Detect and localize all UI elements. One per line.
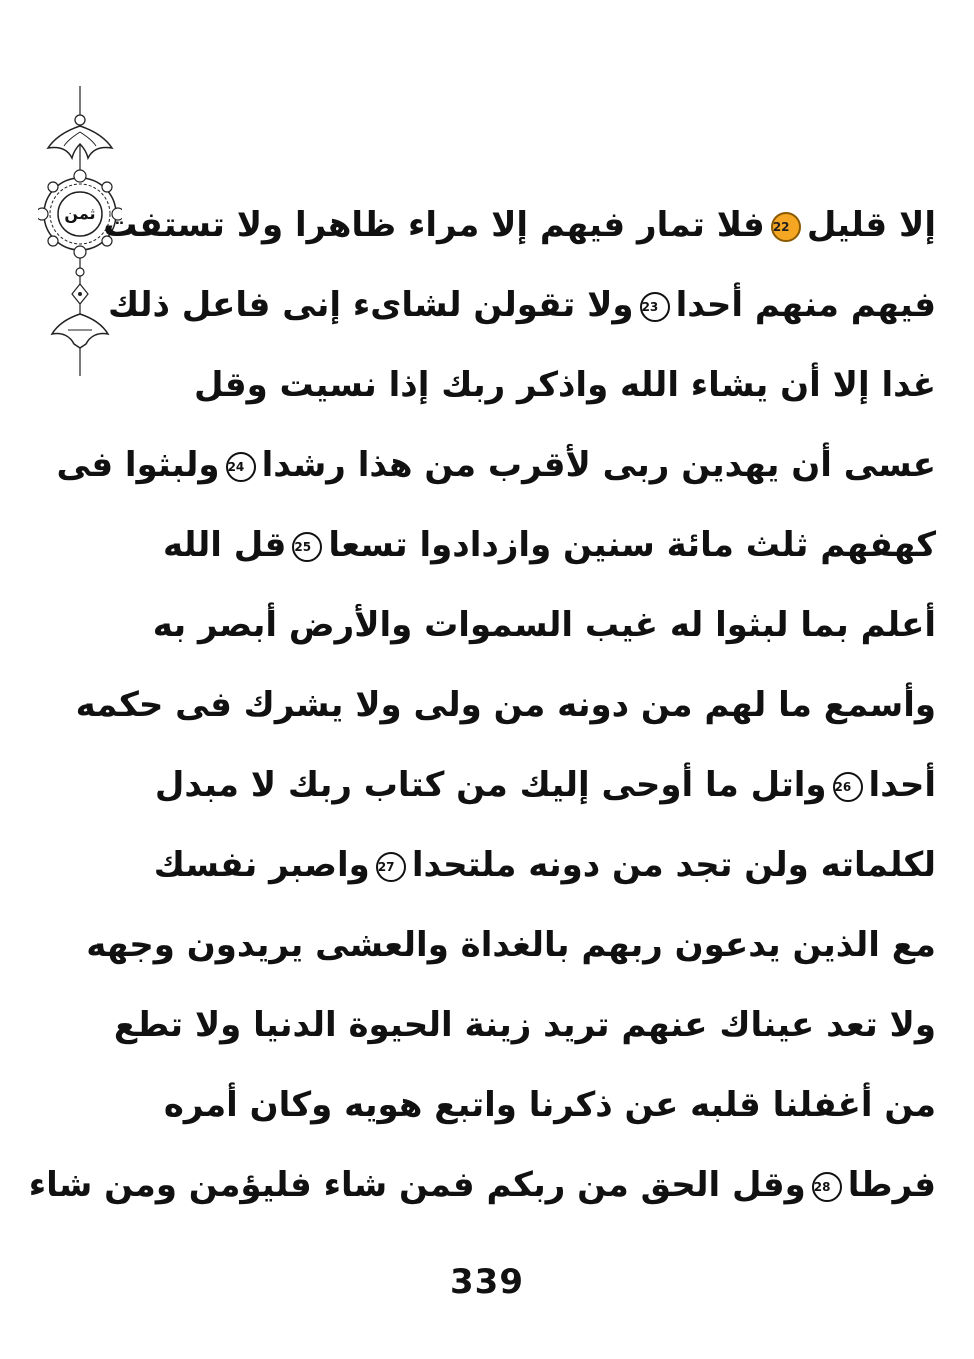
verse-text: واصبر نفسك — [153, 845, 370, 885]
verse-text: مع الذين يدعون ربهم بالغداة والعشى يريدون وجهه — [86, 925, 936, 965]
verse-text: وأسمع ما لهم من دونه من ولى ولا يشرك فى حكمه — [75, 685, 936, 725]
verse-line — [113, 996, 936, 1076]
verse-text: أحدا — [868, 765, 936, 805]
verse-line — [108, 276, 936, 356]
verse-number-marker: 25 — [292, 532, 322, 562]
verse-text: عسى أن يهدين ربى لأقرب من هذا رشدا — [261, 445, 936, 485]
verse-line — [28, 1156, 936, 1236]
verse-line — [163, 1076, 936, 1156]
verse-line — [162, 516, 936, 596]
verse-line — [86, 916, 936, 996]
verse-text: أعلم بما لبثوا له غيب السموات والأرض أبصر به — [152, 605, 936, 645]
verse-number-marker: 28 — [812, 1172, 842, 1202]
verse-number-marker: 27 — [376, 852, 406, 882]
verse-line — [152, 596, 936, 676]
verse-line — [56, 436, 936, 516]
verse-line — [153, 836, 936, 916]
verse-line — [103, 196, 936, 276]
verse-text: ولا تعد عيناك عنهم تريد زينة الحيوة الدنيا ولا تطع — [113, 1005, 936, 1045]
verse-text: قل الله — [162, 525, 287, 565]
verse-line — [154, 756, 936, 836]
verse-line — [193, 356, 936, 436]
verse-text: فيهم منهم أحدا — [675, 285, 936, 325]
verse-text: وقل الحق من ربكم فمن شاء فليؤمن ومن شاء — [28, 1165, 806, 1205]
verse-number-marker: 24 — [226, 452, 256, 482]
verse-number-marker: 23 — [640, 292, 670, 322]
verse-text: ولبثوا فى — [56, 445, 220, 485]
verse-line — [75, 676, 936, 756]
verse-text: من أغفلنا قلبه عن ذكرنا واتبع هويه وكان أمره — [163, 1085, 936, 1125]
verse-text: واتل ما أوحى إليك من كتاب ربك لا مبدل — [154, 765, 827, 805]
page-number: 339 — [450, 1262, 524, 1302]
verse-text: كهفهم ثلث مائة سنين وازدادوا تسعا — [328, 525, 936, 565]
hizb-quarter-label: ثمن — [64, 204, 96, 223]
verse-text: إلا قليل — [806, 205, 936, 245]
verse-text: لكلماته ولن تجد من دونه ملتحدا — [411, 845, 936, 885]
verse-number-marker: 26 — [833, 772, 863, 802]
verse-text: ولا تقولن لشاىء إنى فاعل ذلك — [108, 285, 634, 325]
verse-text: فرطا — [847, 1165, 936, 1205]
verse-text: فلا تمار فيهم إلا مراء ظاهرا ولا تستفت — [103, 205, 765, 245]
verse-text: غدا إلا أن يشاء الله واذكر ربك إذا نسيت وقل — [193, 365, 936, 405]
verse-number-marker: 22 — [771, 212, 801, 242]
